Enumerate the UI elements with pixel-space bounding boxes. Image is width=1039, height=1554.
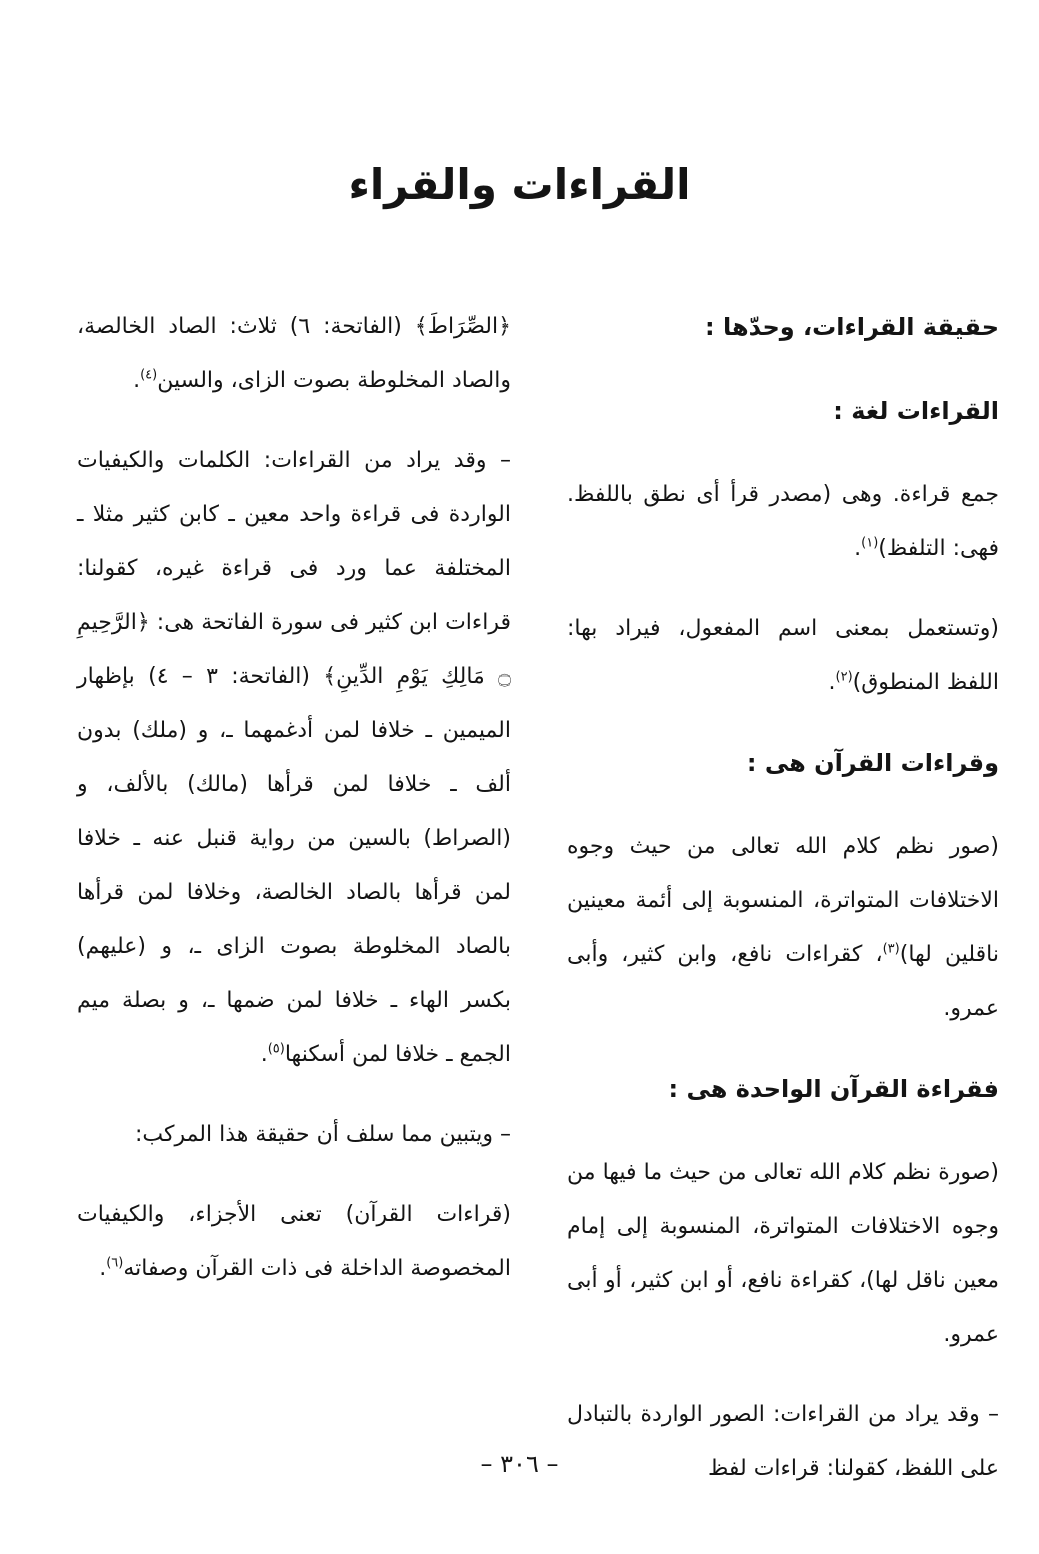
- right-column: [567, 300, 999, 1522]
- paragraph: [77, 1188, 511, 1296]
- paragraph-text: .: [133, 368, 141, 393]
- paragraph: [77, 434, 511, 1082]
- left-column: [77, 300, 511, 1322]
- paragraph-text: ، كقراءات نافع، وابن كثير، وأبى عمرو.: [567, 942, 999, 1021]
- paragraph: [77, 300, 511, 408]
- section-heading: حقيقة القراءات، وحدّها :: [705, 313, 999, 341]
- footnote-ref: (٢): [835, 669, 853, 685]
- footnote-ref: (١): [861, 535, 879, 551]
- paragraph-text: .: [99, 1256, 107, 1281]
- paragraph: [567, 820, 999, 1036]
- paragraph: – وقد يراد من القراءات: الصور الواردة بالتبادل على اللفظ، كقولنا: قراءات لفظ: [567, 1402, 999, 1481]
- paragraph: [567, 602, 999, 710]
- paragraph-text: (قراءات القرآن) تعنى الأجزاء، والكيفيات المخصوصة الداخلة فى ذات القرآن وصفاته: [77, 1202, 511, 1281]
- page-number: – ٣٠٦ –: [480, 1450, 559, 1478]
- footnote-ref: (٤): [140, 367, 158, 383]
- paragraph: (صورة نظم كلام الله تعالى من حيث ما فيها من وجوه الاختلافات المتواترة، المنسوبة إلى إمام معين ناقل لها)، كقراءة نافع، أو ابن كثير، أو أبى عمرو.: [567, 1160, 999, 1347]
- paragraph-text: .: [828, 670, 836, 695]
- paragraph-text: – وقد يراد من القراءات: الكلمات والكيفيات الواردة فى قراءة واحد معين ـ كابن كثير مثلا ـ المختلفة عما ورد فى قراءة غيره، كقولنا: قراءات ابن كثير فى سورة الفاتحة هى: ﴿الرَّحِيمِ ۝ مَالِكِ يَوْمِ الدِّينِ﴾ (الفاتحة: ٣ – ٤) بإظهار الميمين ـ خلافا لمن أدغمهما ـ، و (ملك) بدون ألف ـ خلافا لمن قرأها (مالك) بالألف، و (الصراط) بالسين من رواية قنبل عنه ـ خلافا لمن قرأها بالصاد الخالصة، وخلافا لمن قرأها بالصاد المخلوطة بصوت الزاى ـ، و (عليهم) بكسر الهاء ـ خلافا لمن ضمها ـ، و بصلة ميم الجمع ـ خلافا لمن أسكنها: [77, 448, 511, 1067]
- section-heading: وقراءات القرآن هى :: [746, 749, 999, 777]
- paragraph-text: .: [854, 536, 862, 561]
- paragraph-text: جمع قراءة. وهى (مصدر قرأ أى نطق باللفظ. فهى: التلفظ): [567, 482, 999, 561]
- paragraph-text: (صور نظم كلام الله تعالى من حيث وجوه الاختلافات المتواترة، المنسوبة إلى أئمة معينين ناقلين لها): [567, 834, 999, 967]
- section-heading: القراءات لغة :: [833, 397, 999, 425]
- paragraph-text: ﴿الصِّرَاطَ﴾ (الفاتحة: ٦) ثلاث: الصاد الخالصة، والصاد المخلوطة بصوت الزاى، والسين: [77, 314, 511, 393]
- paragraph-text: (وتستعمل بمعنى اسم المفعول، فيراد بها: اللفظ المنطوق): [567, 616, 999, 695]
- paragraph-text: .: [260, 1042, 268, 1067]
- paragraph: – ويتبين مما سلف أن حقيقة هذا المركب:: [134, 1122, 511, 1147]
- footnote-ref: (٥): [267, 1041, 285, 1057]
- page-title: القراءات والقراء: [348, 160, 691, 209]
- footnote-ref: (٣): [882, 941, 900, 957]
- section-heading: فقراءة القرآن الواحدة هى :: [668, 1075, 999, 1103]
- paragraph: [567, 468, 999, 576]
- footnote-ref: (٦): [106, 1255, 124, 1271]
